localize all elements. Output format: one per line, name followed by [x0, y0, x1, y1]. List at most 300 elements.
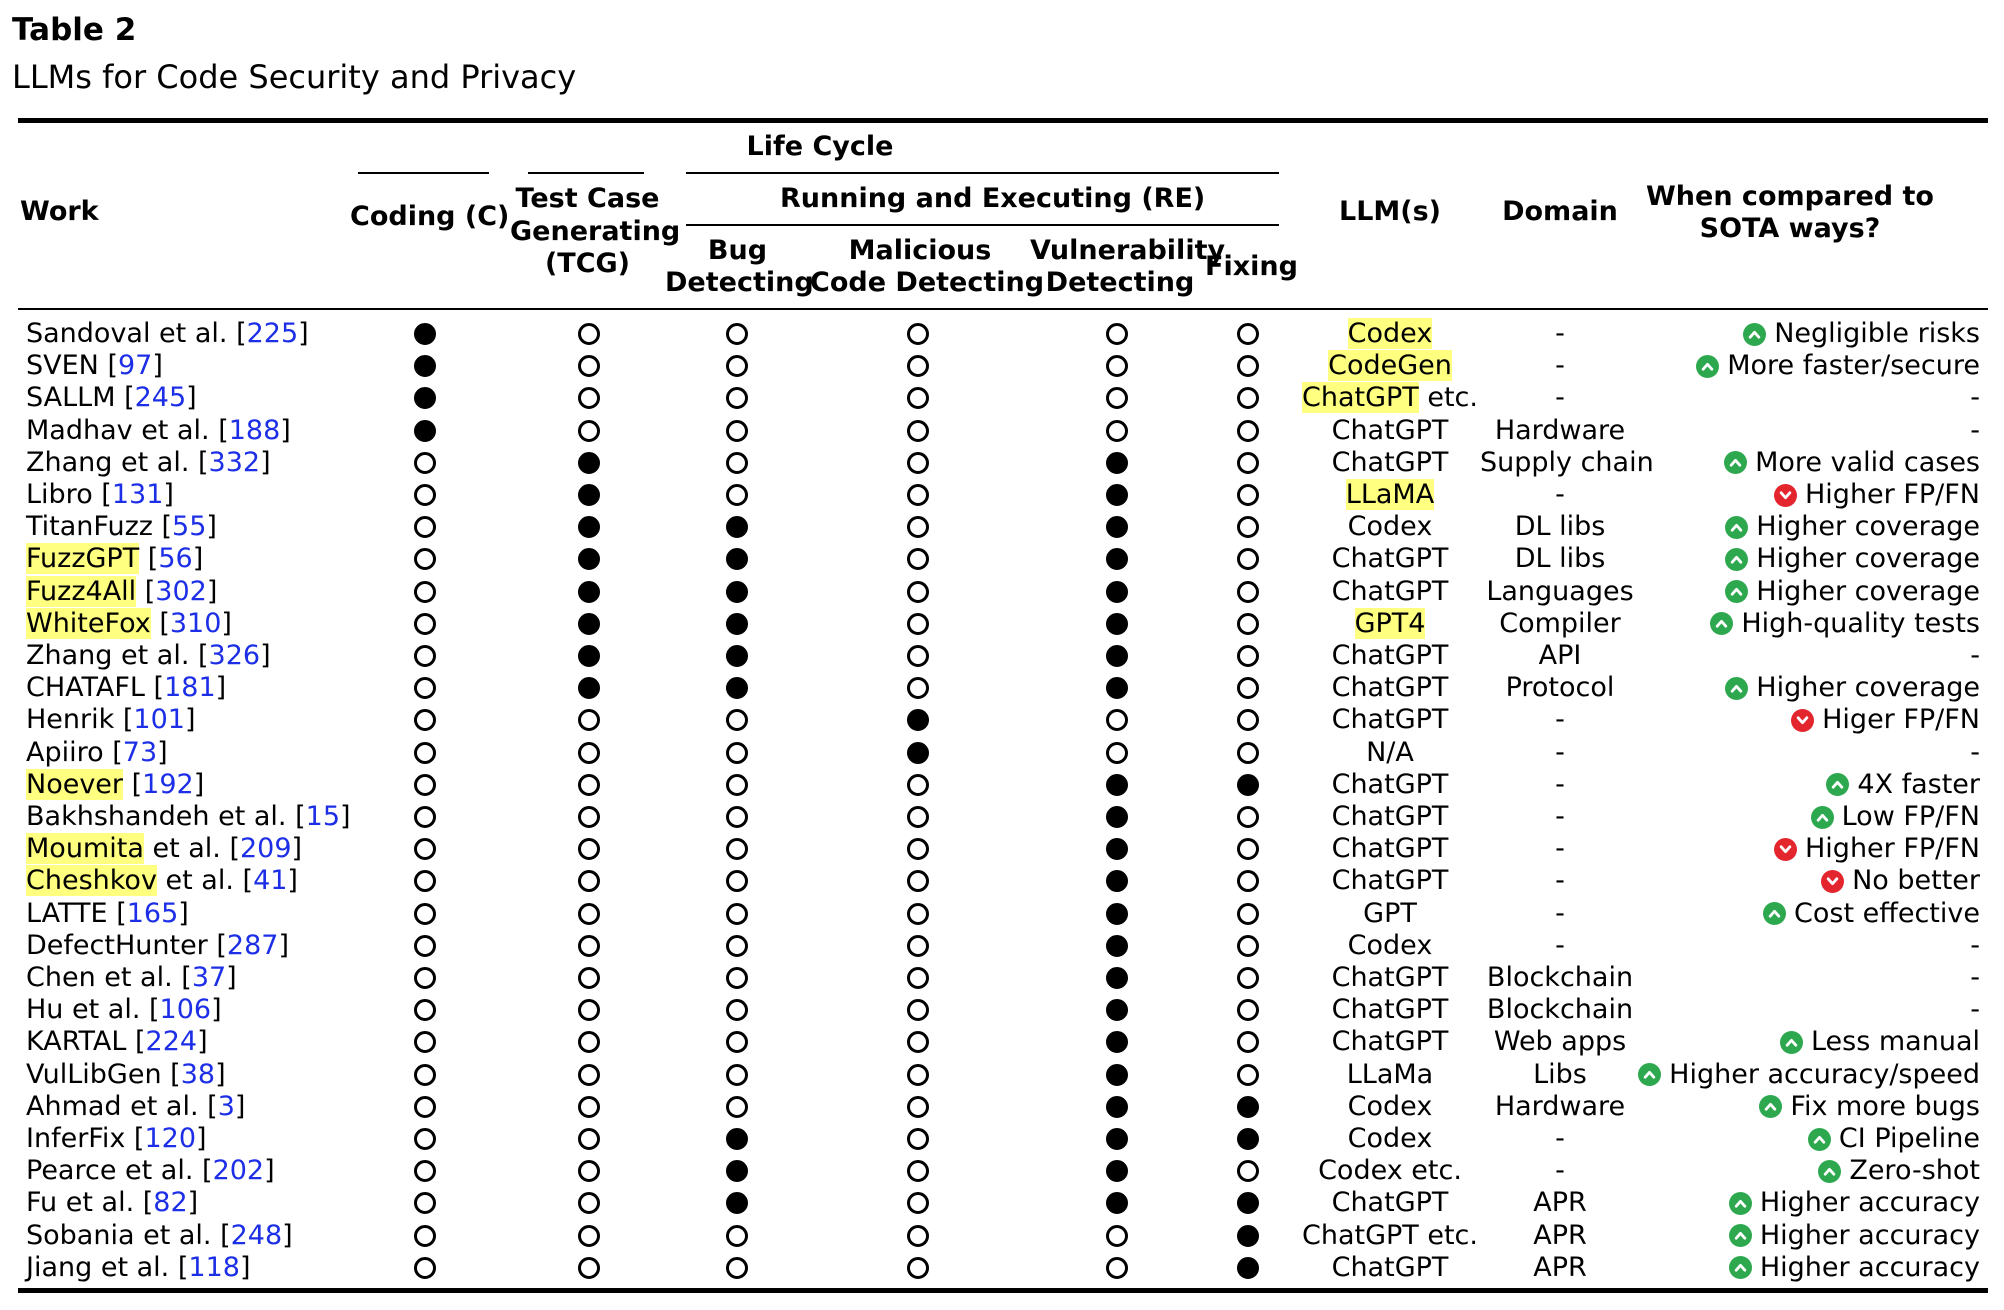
vulnerability-filled-circle — [1106, 613, 1128, 635]
domain-cell: Hardware — [1494, 1090, 1626, 1122]
coding-empty-circle — [414, 1096, 436, 1118]
work-name: SVEN — [26, 350, 99, 382]
llm-cell — [1300, 1027, 1480, 1057]
work-name: Henrik — [26, 704, 115, 736]
work-cell: Hu et al. [106] — [26, 994, 222, 1026]
fixing-empty-circle — [1237, 1031, 1259, 1053]
fixing-empty-circle — [1237, 516, 1259, 538]
vulnerability-filled-circle — [1106, 1064, 1128, 1086]
malicious-empty-circle — [907, 1064, 929, 1086]
citation-link[interactable]: 15 — [305, 801, 340, 832]
citation-link[interactable]: 38 — [180, 1058, 216, 1090]
bug-empty-circle — [726, 1225, 748, 1247]
thumbs-up-circle-icon — [1780, 1031, 1803, 1054]
malicious-empty-circle — [907, 1192, 929, 1214]
header-life-cycle: Life Cycle — [746, 131, 894, 162]
citation-link[interactable]: 225 — [246, 318, 299, 349]
tcg-empty-circle — [578, 420, 600, 442]
fixing-empty-circle — [1237, 355, 1259, 377]
comparison-text: Less manual — [1810, 1026, 1980, 1058]
citation-link[interactable]: 82 — [153, 1187, 188, 1219]
bug-filled-circle — [726, 1128, 748, 1150]
header-fixing: Fixing — [1205, 251, 1298, 282]
citation-link[interactable]: 37 — [191, 962, 227, 993]
llm-cell — [1300, 931, 1480, 961]
vulnerability-filled-circle — [1106, 677, 1128, 699]
llm-cell — [1300, 448, 1480, 478]
citation-link[interactable]: 192 — [142, 768, 194, 800]
comparison-text: Low FP/FN — [1841, 801, 1980, 832]
vulnerability-empty-circle — [1106, 420, 1128, 442]
bug-empty-circle — [726, 484, 748, 506]
llm-cell — [1300, 1156, 1480, 1186]
tcg-empty-circle — [578, 806, 600, 828]
llm-name: ChatGPT — [1331, 865, 1449, 897]
malicious-filled-circle — [907, 742, 929, 764]
malicious-empty-circle — [907, 548, 929, 570]
domain-cell: APR — [1533, 1187, 1587, 1219]
tcg-empty-circle — [578, 1096, 600, 1118]
fixing-empty-circle — [1237, 420, 1259, 442]
citation-link[interactable]: 310 — [169, 607, 222, 639]
llm-cell — [1300, 1124, 1480, 1154]
comparison-text: Higer FP/FN — [1822, 704, 1980, 736]
fixing-empty-circle — [1237, 806, 1259, 828]
tcg-filled-circle — [578, 516, 600, 538]
llm-highlight: CodeGen — [1328, 350, 1452, 382]
work-cell: Zhang et al. [326] — [26, 640, 271, 671]
fixing-empty-circle — [1237, 935, 1259, 957]
header-llms: LLM(s) — [1338, 196, 1442, 227]
citation-link[interactable]: 202 — [212, 1155, 265, 1187]
sota-comparison — [1743, 319, 1980, 349]
vulnerability-filled-circle — [1106, 484, 1128, 506]
bug-empty-circle — [726, 420, 748, 442]
vulnerability-filled-circle — [1106, 935, 1128, 957]
bug-filled-circle — [726, 645, 748, 667]
thumbs-up-circle-icon — [1696, 355, 1719, 378]
comparison-text: More valid cases — [1755, 446, 1980, 478]
tcg-empty-circle — [578, 870, 600, 892]
bug-filled-circle — [726, 613, 748, 635]
vulnerability-filled-circle — [1106, 999, 1128, 1021]
fixing-empty-circle — [1237, 677, 1259, 699]
coding-empty-circle — [414, 742, 436, 764]
work-name-suffix: et al. — [143, 833, 221, 865]
coding-empty-circle — [414, 935, 436, 957]
sota-comparison — [1729, 1188, 1980, 1218]
citation-link[interactable]: 165 — [126, 897, 179, 929]
domain-cell: Compiler — [1499, 607, 1621, 639]
bug-filled-circle — [726, 581, 748, 603]
tcg-empty-circle — [578, 1257, 600, 1279]
citation-link[interactable]: 106 — [159, 994, 212, 1026]
domain-cell: - — [1555, 736, 1565, 768]
vulnerability-empty-circle — [1106, 323, 1128, 345]
work-cell: Zhang et al. [332] — [26, 446, 271, 478]
work-name-highlight: FuzzGPT — [26, 543, 140, 575]
comparison-text: - — [1970, 736, 1980, 768]
vulnerability-empty-circle — [1106, 355, 1128, 377]
vulnerability-empty-circle — [1106, 1225, 1128, 1247]
bug-empty-circle — [726, 774, 748, 796]
sota-comparison — [1710, 609, 1980, 639]
vulnerability-filled-circle — [1106, 838, 1128, 860]
fixing-empty-circle — [1237, 645, 1259, 667]
work-name-highlight: Cheshkov — [26, 865, 157, 897]
coding-empty-circle — [414, 1128, 436, 1150]
llm-name: ChatGPT — [1331, 672, 1449, 704]
vulnerability-filled-circle — [1106, 870, 1128, 892]
sota-comparison — [1811, 802, 1980, 832]
llm-name: Codex — [1347, 929, 1433, 961]
coding-empty-circle — [414, 806, 436, 828]
work-cell: Pearce et al. [202] — [26, 1155, 275, 1187]
header-tcg-3: (TCG) — [544, 248, 631, 279]
sota-comparison — [1724, 448, 1980, 478]
llm-name: ChatGPT — [1331, 446, 1449, 478]
sota-comparison — [1970, 383, 1980, 413]
bug-filled-circle — [726, 677, 748, 699]
fixing-empty-circle — [1237, 999, 1259, 1021]
llm-cell — [1300, 383, 1480, 413]
comparison-text: Higher FP/FN — [1805, 479, 1980, 510]
malicious-empty-circle — [907, 1160, 929, 1182]
fixing-empty-circle — [1237, 1064, 1259, 1086]
domain-cell: - — [1555, 929, 1565, 961]
tcg-empty-circle — [578, 903, 600, 925]
tcg-filled-circle — [578, 581, 600, 603]
coding-empty-circle — [414, 1160, 436, 1182]
malicious-empty-circle — [907, 1257, 929, 1279]
comparison-text: Cost effective — [1794, 897, 1980, 929]
tcg-empty-circle — [578, 967, 600, 989]
work-name-highlight: Noever — [26, 768, 124, 800]
work-cell: Sobania et al. [248] — [26, 1219, 293, 1251]
vulnerability-empty-circle — [1106, 387, 1128, 409]
comparison-text: Negligible risks — [1774, 318, 1980, 349]
llm-name: ChatGPT — [1331, 414, 1449, 446]
vulnerability-filled-circle — [1106, 1128, 1128, 1150]
llm-name: ChatGPT — [1331, 1251, 1449, 1283]
llm-cell — [1300, 834, 1480, 864]
comparison-text: - — [1970, 962, 1980, 993]
llm-cell — [1300, 995, 1480, 1025]
tcg-empty-circle — [578, 355, 600, 377]
comparison-text: - — [1970, 994, 1980, 1026]
coding-empty-circle — [414, 613, 436, 635]
work-name: LATTE — [26, 897, 108, 929]
comparison-text: Higher coverage — [1756, 672, 1980, 704]
work-cell: SVEN [97] — [26, 350, 163, 382]
coding-empty-circle — [414, 967, 436, 989]
llm-cell — [1300, 866, 1480, 896]
malicious-filled-circle — [907, 709, 929, 731]
malicious-empty-circle — [907, 903, 929, 925]
header-mal-1: Malicious — [848, 235, 992, 266]
fixing-empty-circle — [1237, 452, 1259, 474]
llm-cell — [1300, 416, 1480, 446]
header-sota-2: SOTA ways? — [1699, 213, 1881, 244]
sota-comparison — [1970, 931, 1980, 961]
llm-cell — [1300, 899, 1480, 929]
work-name: InferFix — [26, 1123, 126, 1154]
sota-comparison — [1759, 1092, 1980, 1122]
vulnerability-empty-circle — [1106, 742, 1128, 764]
citation-link[interactable]: 41 — [253, 865, 288, 897]
citation-link[interactable]: 332 — [208, 446, 261, 478]
thumbs-up-circle-icon — [1638, 1063, 1661, 1086]
thumbs-up-circle-icon — [1710, 612, 1733, 635]
comparison-text: Higher accuracy — [1759, 1187, 1980, 1219]
work-cell: VulLibGen [38] — [26, 1058, 226, 1090]
coding-empty-circle — [414, 516, 436, 538]
tcg-filled-circle — [578, 677, 600, 699]
header-bug-2: Detecting — [665, 267, 814, 298]
tcg-empty-circle — [578, 1192, 600, 1214]
work-name: DefectHunter — [26, 929, 208, 961]
domain-cell: - — [1555, 350, 1565, 382]
tcg-empty-circle — [578, 999, 600, 1021]
domain-cell: Supply chain — [1480, 446, 1654, 478]
sota-comparison — [1970, 995, 1980, 1025]
citation-link[interactable]: 326 — [208, 640, 261, 671]
sota-comparison — [1970, 641, 1980, 671]
work-name: Sandoval et al. — [26, 318, 228, 349]
coding-empty-circle — [414, 870, 436, 892]
citation-link[interactable]: 118 — [188, 1251, 240, 1283]
citation-link[interactable]: 120 — [144, 1123, 197, 1154]
sota-comparison — [1638, 1060, 1980, 1090]
sota-comparison — [1763, 899, 1980, 929]
sota-comparison — [1774, 480, 1980, 510]
vulnerability-empty-circle — [1106, 1257, 1128, 1279]
work-cell: Sandoval et al. [225] — [26, 318, 309, 349]
tcg-empty-circle — [578, 1128, 600, 1150]
sota-comparison — [1729, 1253, 1980, 1283]
domain-cell: - — [1555, 768, 1565, 800]
work-name: Chen et al. — [26, 962, 173, 993]
bug-empty-circle — [726, 838, 748, 860]
citation-link[interactable]: 181 — [164, 672, 216, 704]
llm-cell — [1300, 705, 1480, 735]
llm-cell — [1300, 544, 1480, 574]
coding-empty-circle — [414, 999, 436, 1021]
tcg-empty-circle — [578, 387, 600, 409]
domain-cell: Languages — [1486, 575, 1634, 607]
llm-name: etc. — [1418, 382, 1478, 414]
work-cell: Cheshkov et al. [41] — [26, 865, 298, 897]
thumbs-up-circle-icon — [1725, 677, 1748, 700]
malicious-empty-circle — [907, 967, 929, 989]
sota-comparison — [1729, 1221, 1980, 1251]
coding-filled-circle — [414, 323, 436, 345]
header-re: Running and Executing (RE) — [780, 183, 1206, 214]
vulnerability-filled-circle — [1106, 645, 1128, 667]
comparison-text: 4X faster — [1857, 768, 1980, 800]
sota-comparison — [1725, 512, 1980, 542]
vulnerability-filled-circle — [1106, 452, 1128, 474]
coding-empty-circle — [414, 581, 436, 603]
thumbs-up-circle-icon — [1725, 516, 1748, 539]
coding-filled-circle — [414, 420, 436, 442]
coding-empty-circle — [414, 548, 436, 570]
comparison-text: Higher accuracy/speed — [1669, 1058, 1980, 1090]
bug-empty-circle — [726, 806, 748, 828]
citation-link[interactable]: 3 — [217, 1090, 235, 1122]
comparison-text: No better — [1852, 865, 1980, 897]
top-rule — [18, 118, 1988, 123]
llm-name: N/A — [1366, 736, 1414, 768]
llm-cell — [1300, 1253, 1480, 1283]
citation-link[interactable]: 97 — [118, 350, 153, 382]
llm-name: ChatGPT — [1331, 768, 1449, 800]
citation-link[interactable]: 131 — [111, 479, 164, 510]
comparison-text: Higher accuracy — [1759, 1251, 1980, 1283]
comparison-text: Higher coverage — [1756, 575, 1980, 607]
llm-name: Codex — [1347, 1123, 1433, 1154]
comparison-text: Higher coverage — [1756, 543, 1980, 575]
llm-cell — [1300, 738, 1480, 768]
table-label: Table 2 — [12, 12, 137, 48]
vulnerability-filled-circle — [1106, 1192, 1128, 1214]
citation-link[interactable]: 287 — [226, 929, 279, 961]
coding-filled-circle — [414, 387, 436, 409]
fixing-filled-circle — [1237, 1128, 1259, 1150]
llm-cell — [1300, 770, 1480, 800]
sota-comparison — [1826, 770, 1980, 800]
comparison-text: Higher accuracy — [1759, 1219, 1980, 1251]
llm-cell — [1300, 1092, 1480, 1122]
domain-cell: - — [1555, 1155, 1565, 1187]
citation-link[interactable]: 101 — [133, 704, 185, 736]
coding-empty-circle — [414, 484, 436, 506]
citation-link[interactable]: 245 — [134, 382, 187, 414]
malicious-empty-circle — [907, 870, 929, 892]
work-name: Zhang et al. — [26, 446, 190, 478]
comparison-text: High-quality tests — [1741, 607, 1980, 639]
malicious-empty-circle — [907, 677, 929, 699]
llm-name: ChatGPT — [1331, 962, 1449, 993]
work-name: Bakhshandeh et al. — [26, 801, 287, 832]
header-mal-2: Code Detecting — [810, 267, 1045, 298]
sota-comparison — [1725, 577, 1980, 607]
thumbs-up-circle-icon — [1729, 1256, 1752, 1279]
llm-name: ChatGPT — [1331, 575, 1449, 607]
work-cell: DefectHunter [287] — [26, 929, 289, 961]
citation-link[interactable]: 56 — [158, 543, 193, 575]
coding-empty-circle — [414, 677, 436, 699]
header-rule — [18, 308, 1988, 310]
work-cell: SALLM [245] — [26, 382, 197, 414]
sota-comparison — [1970, 963, 1980, 993]
llm-cell — [1300, 802, 1480, 832]
sota-comparison — [1774, 834, 1980, 864]
llm-highlight: ChatGPT — [1301, 382, 1419, 414]
llm-highlight: GPT4 — [1354, 607, 1426, 639]
llm-name: Codex etc. — [1318, 1155, 1462, 1187]
header-domain: Domain — [1502, 196, 1618, 227]
domain-cell: - — [1555, 865, 1565, 897]
work-name-highlight: Moumita — [26, 833, 144, 865]
coding-empty-circle — [414, 452, 436, 474]
vulnerability-empty-circle — [1106, 709, 1128, 731]
malicious-empty-circle — [907, 323, 929, 345]
work-cell: Chen et al. [37] — [26, 962, 237, 993]
work-name: Jiang et al. — [26, 1251, 170, 1283]
bug-empty-circle — [726, 355, 748, 377]
header-tcg-2: Generating — [510, 216, 681, 247]
work-name: VulLibGen — [26, 1058, 162, 1090]
tcg-empty-circle — [578, 1225, 600, 1247]
citation-link[interactable]: 248 — [230, 1219, 283, 1251]
work-cell: KARTAL [224] — [26, 1026, 208, 1058]
vulnerability-filled-circle — [1106, 516, 1128, 538]
work-name: Pearce et al. — [26, 1155, 194, 1187]
citation-link[interactable]: 224 — [145, 1026, 198, 1058]
thumbs-up-circle-icon — [1759, 1095, 1782, 1118]
malicious-empty-circle — [907, 645, 929, 667]
malicious-empty-circle — [907, 1031, 929, 1053]
llm-name: Codex — [1347, 511, 1433, 543]
bug-empty-circle — [726, 967, 748, 989]
work-cell: LATTE [165] — [26, 897, 189, 929]
citation-link[interactable]: 73 — [122, 736, 158, 768]
bug-empty-circle — [726, 1257, 748, 1279]
comparison-text: More faster/secure — [1727, 350, 1980, 382]
citation-link[interactable]: 302 — [155, 575, 207, 607]
work-name-suffix: et al. — [156, 865, 234, 897]
thumbs-up-circle-icon — [1826, 773, 1849, 796]
llm-cell — [1300, 673, 1480, 703]
bug-empty-circle — [726, 387, 748, 409]
sota-comparison — [1780, 1027, 1980, 1057]
comparison-text: - — [1970, 640, 1980, 671]
work-cell: FuzzGPT [56] — [26, 543, 204, 575]
llm-name: ChatGPT — [1331, 994, 1449, 1026]
llm-name: ChatGPT — [1331, 1026, 1449, 1058]
tcg-empty-circle — [578, 774, 600, 796]
malicious-empty-circle — [907, 613, 929, 635]
thumbs-up-circle-icon — [1811, 806, 1834, 829]
header-vul-2: Detecting — [1045, 267, 1195, 298]
domain-cell: Hardware — [1494, 414, 1626, 446]
bug-empty-circle — [726, 1031, 748, 1053]
comparison-text: Fix more bugs — [1790, 1090, 1980, 1122]
citation-link[interactable]: 55 — [172, 511, 207, 543]
citation-link[interactable]: 209 — [240, 833, 292, 865]
coding-empty-circle — [414, 774, 436, 796]
domain-cell: Blockchain — [1486, 994, 1634, 1026]
domain-cell: - — [1555, 801, 1565, 832]
sota-comparison — [1808, 1124, 1980, 1154]
fixing-filled-circle — [1237, 1096, 1259, 1118]
malicious-empty-circle — [907, 1225, 929, 1247]
tcg-filled-circle — [578, 645, 600, 667]
thumbs-down-circle-icon — [1821, 870, 1844, 893]
header-work: Work — [20, 196, 99, 227]
citation-link[interactable]: 188 — [228, 414, 281, 446]
thumbs-up-circle-icon — [1743, 323, 1766, 346]
bug-filled-circle — [726, 516, 748, 538]
work-name: CHATAFL — [26, 672, 145, 704]
malicious-empty-circle — [907, 1096, 929, 1118]
malicious-empty-circle — [907, 935, 929, 957]
work-name: Ahmad et al. — [26, 1090, 199, 1122]
thumbs-up-circle-icon — [1818, 1160, 1841, 1183]
vulnerability-filled-circle — [1106, 774, 1128, 796]
domain-cell: Web apps — [1493, 1026, 1627, 1058]
